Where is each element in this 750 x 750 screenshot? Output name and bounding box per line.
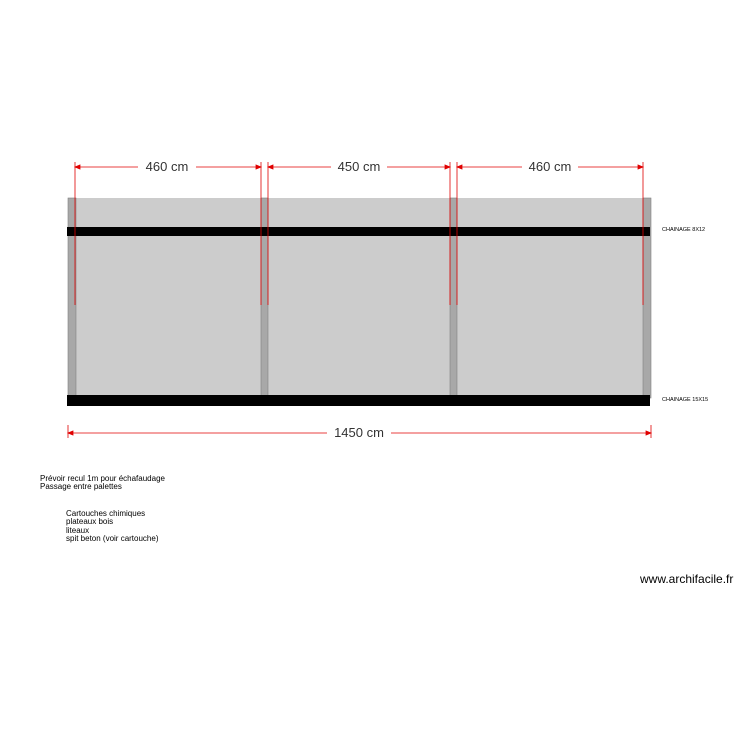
note-pallet-passage: Passage entre palettes [40, 482, 122, 491]
materials-item: Cartouches chimiques [66, 509, 146, 518]
materials-item: spit beton (voir cartouche) [66, 533, 159, 543]
dim-label-seg3: 460 cm [528, 159, 572, 174]
note-scaffold-setback: Prévoir recul 1m pour échafaudage [40, 474, 165, 483]
materials-list [66, 510, 159, 543]
watermark-url: www.archifacile.fr [640, 572, 734, 586]
dim-label-seg2: 450 cm [337, 159, 381, 174]
chainage-label-bottom: CHAINAGE 15X15 [662, 397, 709, 403]
chainage-beam-bottom [67, 395, 650, 406]
chainage-beam-top [67, 227, 650, 236]
chainage-label-top: CHAINAGE 8X12 [662, 227, 706, 233]
materials-item: plateaux bois [66, 517, 114, 527]
materials-item: liteaux [66, 525, 90, 535]
dim-label-total: 1450 cm [334, 425, 384, 440]
dim-label-seg1: 460 cm [145, 159, 189, 174]
